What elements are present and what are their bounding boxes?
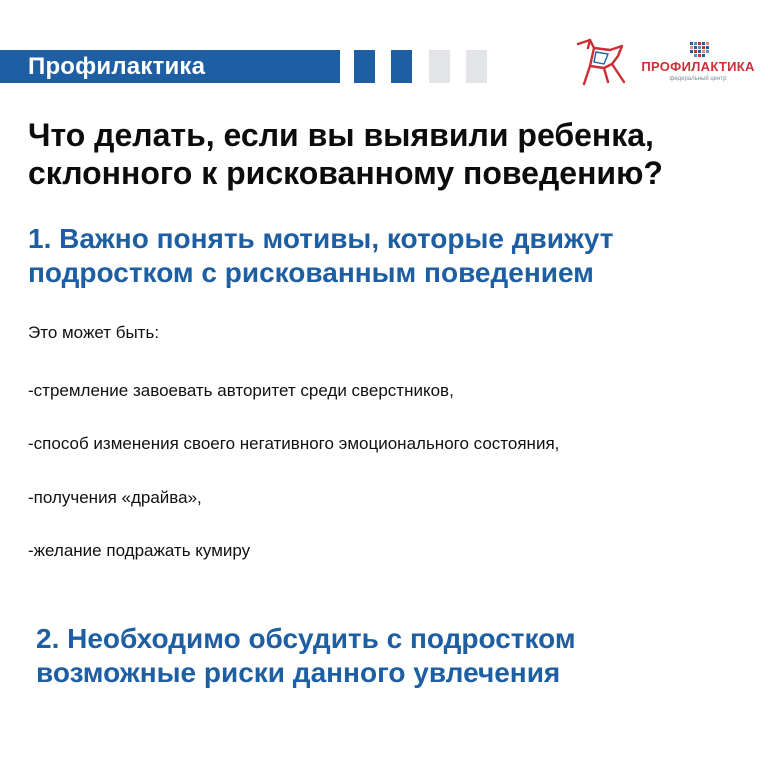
decor-square-2 bbox=[391, 50, 412, 83]
list-item-3: -получения «драйва», bbox=[28, 488, 202, 507]
section-2-line-2: возможные риски данного увлечения bbox=[36, 657, 561, 688]
section-1-line-1: 1. Важно понять мотивы, которые движут bbox=[28, 223, 614, 254]
horse-logo-icon bbox=[574, 38, 630, 88]
section-1-heading bbox=[28, 222, 748, 290]
decor-square-3 bbox=[429, 50, 450, 83]
section-2-line-1: 2. Необходимо обсудить с подростком bbox=[36, 623, 576, 654]
list-item-4: -желание подражать кумиру bbox=[28, 541, 251, 560]
page-title bbox=[28, 116, 758, 192]
logo-subtitle: федеральный центр bbox=[669, 76, 727, 82]
header-title: Профилактика bbox=[28, 53, 206, 80]
page-title-line-1: Что делать, если вы выявили ребенка, bbox=[28, 117, 654, 153]
section-2-heading bbox=[36, 622, 756, 690]
list-item-2: -способ изменения своего негативного эмоционального состояния, bbox=[28, 434, 560, 453]
page-title-line-2: склонного к рискованному поведению? bbox=[28, 155, 663, 191]
decor-square-1 bbox=[354, 50, 375, 83]
section-1-line-2: подростком с рискованным поведением bbox=[28, 257, 594, 288]
logo-grid-icon bbox=[690, 42, 712, 58]
intro-text: Это может быть: bbox=[28, 323, 160, 342]
decor-square-4 bbox=[466, 50, 487, 83]
list-item-1: -стремление завоевать авторитет среди сверстников, bbox=[28, 381, 454, 400]
logo-name: ПРОФИЛАКТИКА bbox=[641, 59, 755, 74]
